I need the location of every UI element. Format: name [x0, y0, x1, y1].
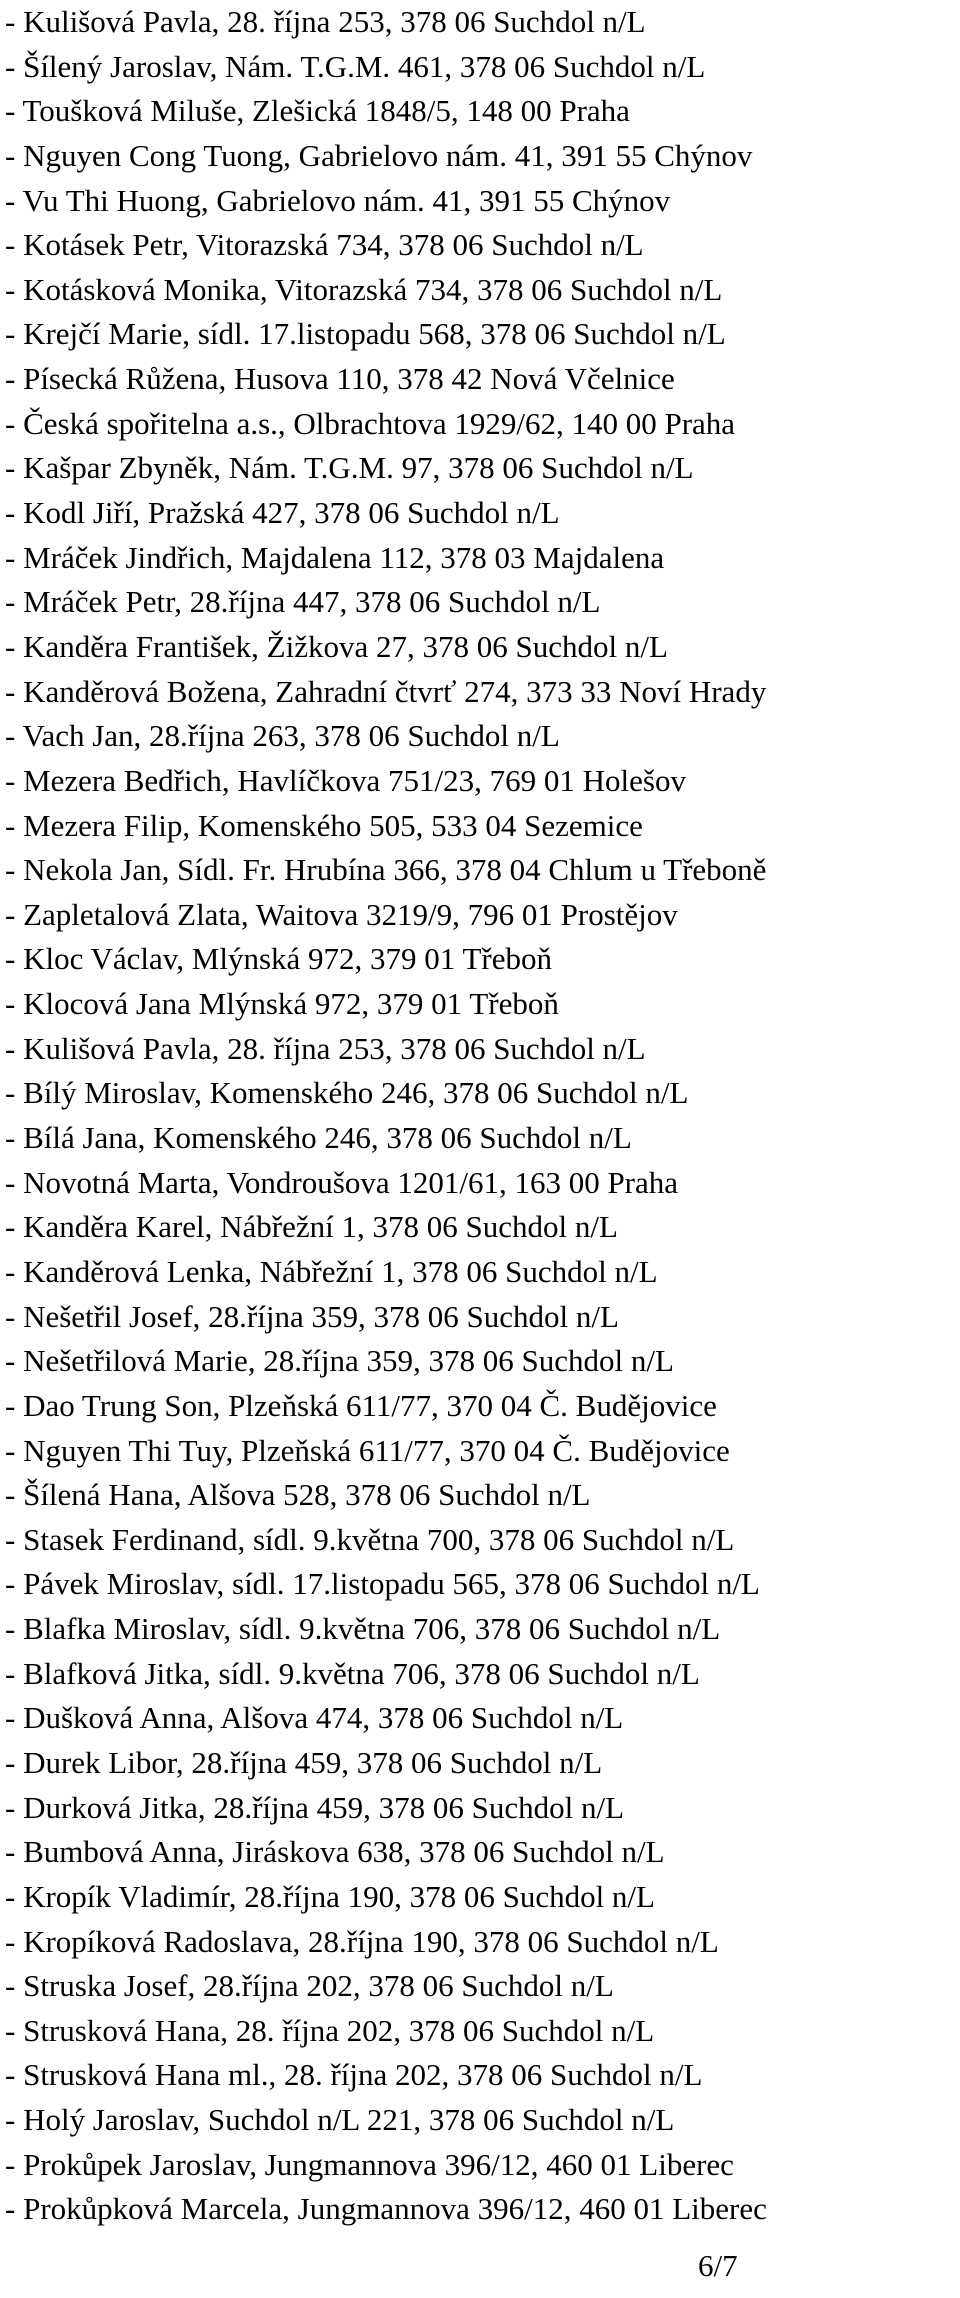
list-item: - Kanděra Karel, Nábřežní 1, 378 06 Suchdol n/L: [5, 1209, 618, 1245]
list-item: - Struska Josef, 28.října 202, 378 06 Suchdol n/L: [5, 1968, 614, 2004]
list-item: - Bumbová Anna, Jiráskova 638, 378 06 Suchdol n/L: [5, 1834, 665, 1870]
list-item: - Šílená Hana, Alšova 528, 378 06 Suchdol n/L: [5, 1477, 591, 1513]
list-item: - Kropíková Radoslava, 28.října 190, 378 06 Suchdol n/L: [5, 1923, 719, 1959]
list-item: - Durek Libor, 28.října 459, 378 06 Suchdol n/L: [5, 1744, 603, 1780]
list-item: - Kanděra František, Žižkova 27, 378 06 Suchdol n/L: [5, 628, 668, 664]
list-item: - Kotásková Monika, Vitorazská 734, 378 06 Suchdol n/L: [5, 271, 723, 307]
list-item: - Nguyen Cong Tuong, Gabrielovo nám. 41, 391 55 Chýnov: [5, 137, 753, 173]
list-item: - Kotásek Petr, Vitorazská 734, 378 06 Suchdol n/L: [5, 227, 644, 263]
list-item: - Česká spořitelna a.s., Olbrachtova 1929/62, 140 00 Praha: [5, 405, 736, 441]
list-item: - Blafka Miroslav, sídl. 9.května 706, 378 06 Suchdol n/L: [5, 1611, 721, 1647]
list-item: - Kropík Vladimír, 28.října 190, 378 06 Suchdol n/L: [5, 1878, 655, 1914]
list-item: - Blafková Jitka, sídl. 9.května 706, 378 06 Suchdol n/L: [5, 1655, 700, 1691]
list-item: - Strusková Hana ml., 28. října 202, 378 06 Suchdol n/L: [5, 2057, 703, 2093]
list-item: - Bílý Miroslav, Komenského 246, 378 06 Suchdol n/L: [5, 1075, 689, 1111]
list-item: - Kulišová Pavla, 28. října 253, 378 06 Suchdol n/L: [5, 1030, 646, 1066]
list-item: - Nekola Jan, Sídl. Fr. Hrubína 366, 378 04 Chlum u Třeboně: [5, 852, 767, 888]
list-item: - Klocová Jana Mlýnská 972, 379 01 Třeboň: [5, 986, 559, 1022]
list-item: - Šílený Jaroslav, Nám. T.G.M. 461, 378 06 Suchdol n/L: [5, 48, 706, 84]
list-item: - Vach Jan, 28.října 263, 378 06 Suchdol n/L: [5, 718, 560, 754]
list-item: - Kanděrová Božena, Zahradní čtvrť 274, 373 33 Noví Hrady: [5, 673, 767, 709]
list-item: - Pávek Miroslav, sídl. 17.listopadu 565, 378 06 Suchdol n/L: [5, 1566, 760, 1602]
list-item: - Kodl Jiří, Pražská 427, 378 06 Suchdol n/L: [5, 495, 560, 531]
list-item: - Nešetřilová Marie, 28.října 359, 378 06 Suchdol n/L: [5, 1343, 674, 1379]
list-item: - Mráček Petr, 28.října 447, 378 06 Suchdol n/L: [5, 584, 601, 620]
list-item: - Dao Trung Son, Plzeňská 611/77, 370 04 Č. Budějovice: [5, 1387, 717, 1423]
list-item: - Prokůpek Jaroslav, Jungmannova 396/12, 460 01 Liberec: [5, 2146, 734, 2182]
list-item: - Kloc Václav, Mlýnská 972, 379 01 Třeboň: [5, 941, 552, 977]
list-item: - Krejčí Marie, sídl. 17.listopadu 568, 378 06 Suchdol n/L: [5, 316, 726, 352]
list-item: - Mezera Filip, Komenského 505, 533 04 Sezemice: [5, 807, 643, 843]
list-item: - Bílá Jana, Komenského 246, 378 06 Suchdol n/L: [5, 1120, 632, 1156]
list-item: - Strusková Hana, 28. října 202, 378 06 Suchdol n/L: [5, 2012, 655, 2048]
list-item: - Kašpar Zbyněk, Nám. T.G.M. 97, 378 06 Suchdol n/L: [5, 450, 694, 486]
list-item: - Stasek Ferdinand, sídl. 9.května 700, 378 06 Suchdol n/L: [5, 1521, 735, 1557]
list-item: - Dušková Anna, Alšova 474, 378 06 Suchdol n/L: [5, 1700, 624, 1736]
address-list: [5, 0, 767, 2232]
list-item: - Mezera Bedřich, Havlíčkova 751/23, 769 01 Holešov: [5, 762, 686, 798]
list-item: - Durková Jitka, 28.října 459, 378 06 Suchdol n/L: [5, 1789, 625, 1825]
list-item: - Nguyen Thi Tuy, Plzeňská 611/77, 370 04 Č. Budějovice: [5, 1432, 730, 1468]
list-item: - Kulišová Pavla, 28. října 253, 378 06 Suchdol n/L: [5, 4, 646, 39]
list-item: - Prokůpková Marcela, Jungmannova 396/12, 460 01 Liberec: [5, 2191, 767, 2227]
list-item: - Mráček Jindřich, Majdalena 112, 378 03 Majdalena: [5, 539, 665, 575]
list-item: - Holý Jaroslav, Suchdol n/L 221, 378 06 Suchdol n/L: [5, 2102, 675, 2138]
list-item: - Vu Thi Huong, Gabrielovo nám. 41, 391 55 Chýnov: [5, 182, 671, 218]
page-number: 6/7: [698, 2248, 738, 2283]
list-item: - Písecká Růžena, Husova 110, 378 42 Nová Včelnice: [5, 361, 675, 397]
list-item: - Nešetřil Josef, 28.října 359, 378 06 Suchdol n/L: [5, 1298, 619, 1334]
list-item: - Zapletalová Zlata, Waitova 3219/9, 796 01 Prostějov: [5, 896, 678, 932]
list-item: - Toušková Miluše, Zlešická 1848/5, 148 00 Praha: [5, 93, 630, 129]
list-item: - Novotná Marta, Vondroušova 1201/61, 163 00 Praha: [5, 1164, 679, 1200]
list-item: - Kanděrová Lenka, Nábřežní 1, 378 06 Suchdol n/L: [5, 1253, 658, 1289]
